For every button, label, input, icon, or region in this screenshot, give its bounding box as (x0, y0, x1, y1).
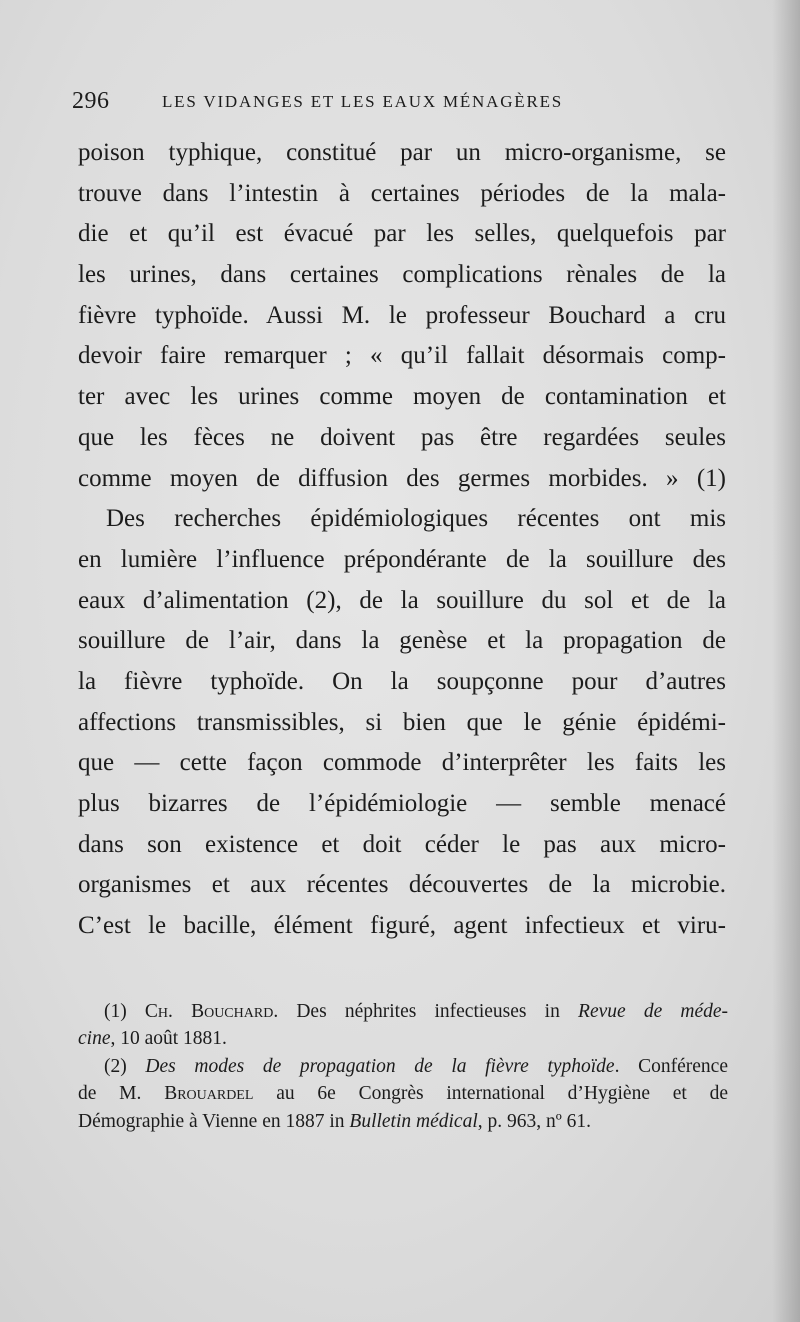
text-line: die et qu’il est évacué par les selles, quelquefois par (78, 220, 726, 248)
text-line: affections transmissibles, si bien que le génie épidémi- (78, 708, 726, 736)
running-title: LES VIDANGES ET LES EAUX MÉNAGÈRES (162, 92, 564, 111)
footnote-2 (78, 1053, 728, 1080)
text-line: comme moyen de diffusion des germes morbides. » (1) (78, 464, 726, 492)
text-line: dans son existence et doit céder le pas aux micro- (78, 830, 726, 858)
footnote-text: . Des néphrites infectieuses in (273, 1001, 560, 1022)
text-line: que — cette façon commode d’interprêter les faits les (78, 749, 726, 777)
text-line: Des recherches épidémiologiques récentes ont mis (106, 505, 726, 533)
footnote-journal: Bulletin médical (349, 1110, 478, 1132)
text-line: les urines, dans certaines complications rènales de la (78, 261, 726, 289)
footnote-text: . Conférence (614, 1055, 728, 1077)
text-line: trouve dans l’intestin à certaines périodes de la mala- (78, 179, 726, 207)
text-line: en lumière l’influence prépondérante de la souillure des (78, 545, 726, 573)
page-number: 296 (72, 88, 110, 114)
footnote-date: , 10 août 1881. (110, 1028, 227, 1050)
page-edge-shadow (772, 0, 800, 1322)
text-line: C’est le bacille, élément figuré, agent infectieux et viru- (78, 912, 726, 940)
footnotes (78, 998, 728, 1135)
footnote-text: au 6e Congrès international d’Hygiène et de (276, 1083, 729, 1105)
text-line: ter avec les urines comme moyen de contamination et (78, 383, 726, 411)
footnote-2-line-3 (78, 1108, 728, 1135)
body-text (78, 133, 726, 947)
footnote-journal: cine (78, 1028, 111, 1050)
text-line: que les fèces ne doivent pas être regardées seules (78, 423, 726, 451)
footnote-2-line-2 (78, 1080, 728, 1107)
footnote-marker: (1) (104, 1001, 127, 1022)
footnote-journal: Revue de méde- (578, 1001, 729, 1022)
footnote-text: Démographie à Vienne en 1887 in (78, 1110, 345, 1132)
footnote-1-continued (78, 1025, 728, 1052)
text-line: poison typhique, constitué par un micro-organisme, se (78, 139, 726, 166)
text-line: souillure de l’air, dans la genèse et la propagation de (78, 627, 726, 655)
page-header (72, 88, 732, 118)
footnote-marker: (2) (104, 1055, 127, 1077)
text-line: fièvre typhoïde. Aussi M. le professeur Bouchard a cru (78, 301, 726, 329)
text-line: devoir faire remarquer ; « qu’il fallait désormais comp- (78, 342, 726, 370)
text-line: plus bizarres de l’épidémiologie — semble menacé (78, 790, 726, 817)
text-line: organismes et aux récentes découvertes de la microbie. (78, 871, 726, 899)
footnote-text: de M. (78, 1083, 142, 1105)
footnote-author: Brouardel (164, 1083, 254, 1105)
footnote-text: , p. 963, nº 61. (477, 1110, 592, 1132)
footnote-1 (78, 998, 728, 1025)
footnote-author: Ch. Bouchard (144, 1001, 274, 1022)
text-line: eaux d’alimentation (2), de la souillure du sol et de la (78, 586, 726, 614)
text-line: la fièvre typhoïde. On la soupçonne pour d’autres (78, 667, 726, 695)
footnote-title: Des modes de propagation de la fièvre typhoïde (145, 1055, 615, 1077)
